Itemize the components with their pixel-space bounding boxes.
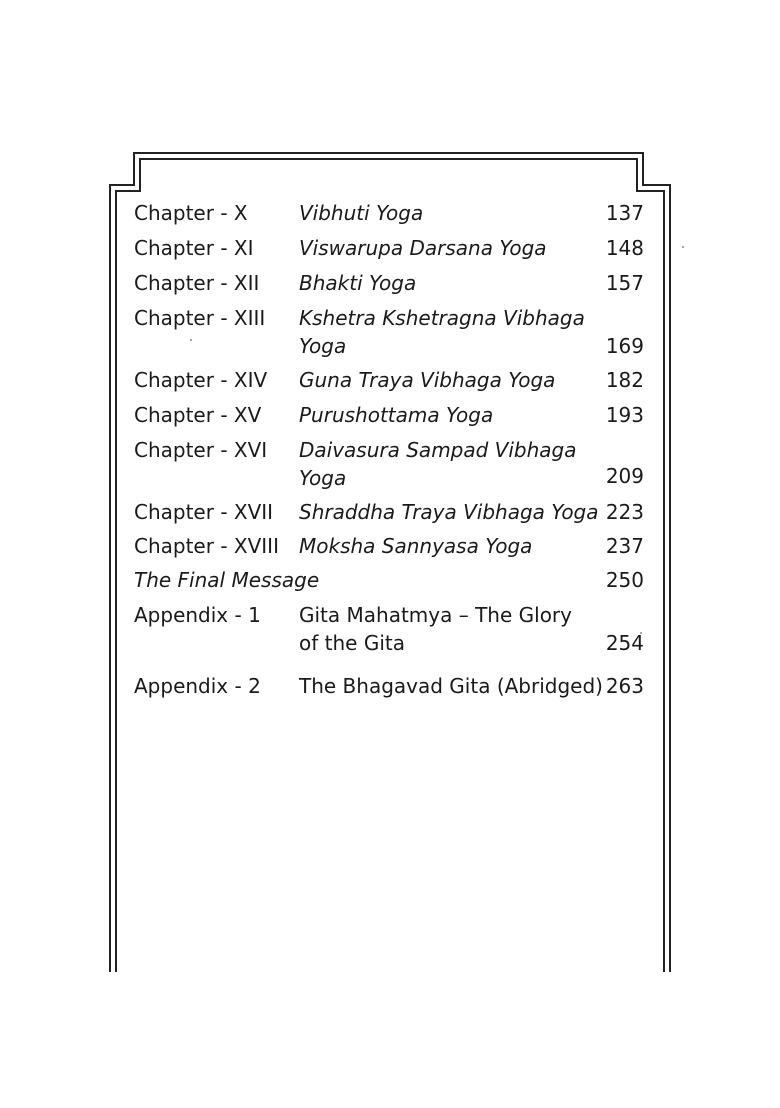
chapter-label: Chapter - XI (134, 236, 254, 260)
page-number: 137 (605, 201, 644, 225)
paper-speck (682, 246, 684, 248)
chapter-label: Chapter - XVIII (134, 534, 279, 558)
page-number: 157 (605, 271, 644, 295)
appendix-title: Gita Mahatmya – The Glory of the Gita (299, 603, 572, 655)
page-number: 250 (605, 568, 644, 592)
page-number: 254 (605, 631, 644, 655)
page-number: 263 (605, 674, 644, 698)
chapter-label: Chapter - XVI (134, 438, 268, 462)
page-number: 237 (605, 534, 644, 558)
chapter-label: Chapter - XIII (134, 306, 266, 330)
chapter-label: Chapter - XVII (134, 500, 274, 524)
chapter-title: Shraddha Traya Vibhaga Yoga (299, 500, 599, 524)
chapter-title: Viswarupa Darsana Yoga (299, 236, 547, 260)
section-label: The Final Message (134, 568, 320, 592)
chapter-title: Purushottama Yoga (299, 403, 494, 427)
appendix-label: Appendix - 1 (134, 603, 261, 627)
chapter-label: Chapter - XII (134, 271, 260, 295)
paper-speck (190, 339, 192, 341)
appendix-label: Appendix - 2 (134, 674, 261, 698)
chapter-title: Daivasura Sampad Vibhaga Yoga (299, 438, 577, 490)
page-number: 169 (605, 334, 644, 358)
page-number: 193 (605, 403, 644, 427)
chapter-label: Chapter - XV (134, 403, 262, 427)
chapter-title: Kshetra Kshetragna Vibhaga Yoga (299, 306, 585, 358)
page-number: 148 (605, 236, 644, 260)
page-number: 182 (605, 368, 644, 392)
chapter-title: Guna Traya Vibhaga Yoga (299, 368, 556, 392)
chapter-title: Bhakti Yoga (299, 271, 417, 295)
appendix-title: The Bhagavad Gita (Abridged) (299, 674, 603, 698)
chapter-title: Moksha Sannyasa Yoga (299, 534, 533, 558)
chapter-title: Vibhuti Yoga (299, 201, 424, 225)
chapter-label: Chapter - X (134, 201, 248, 225)
page-number: 223 (605, 500, 644, 524)
page-number: 209 (605, 464, 644, 488)
chapter-label: Chapter - XIV (134, 368, 268, 392)
